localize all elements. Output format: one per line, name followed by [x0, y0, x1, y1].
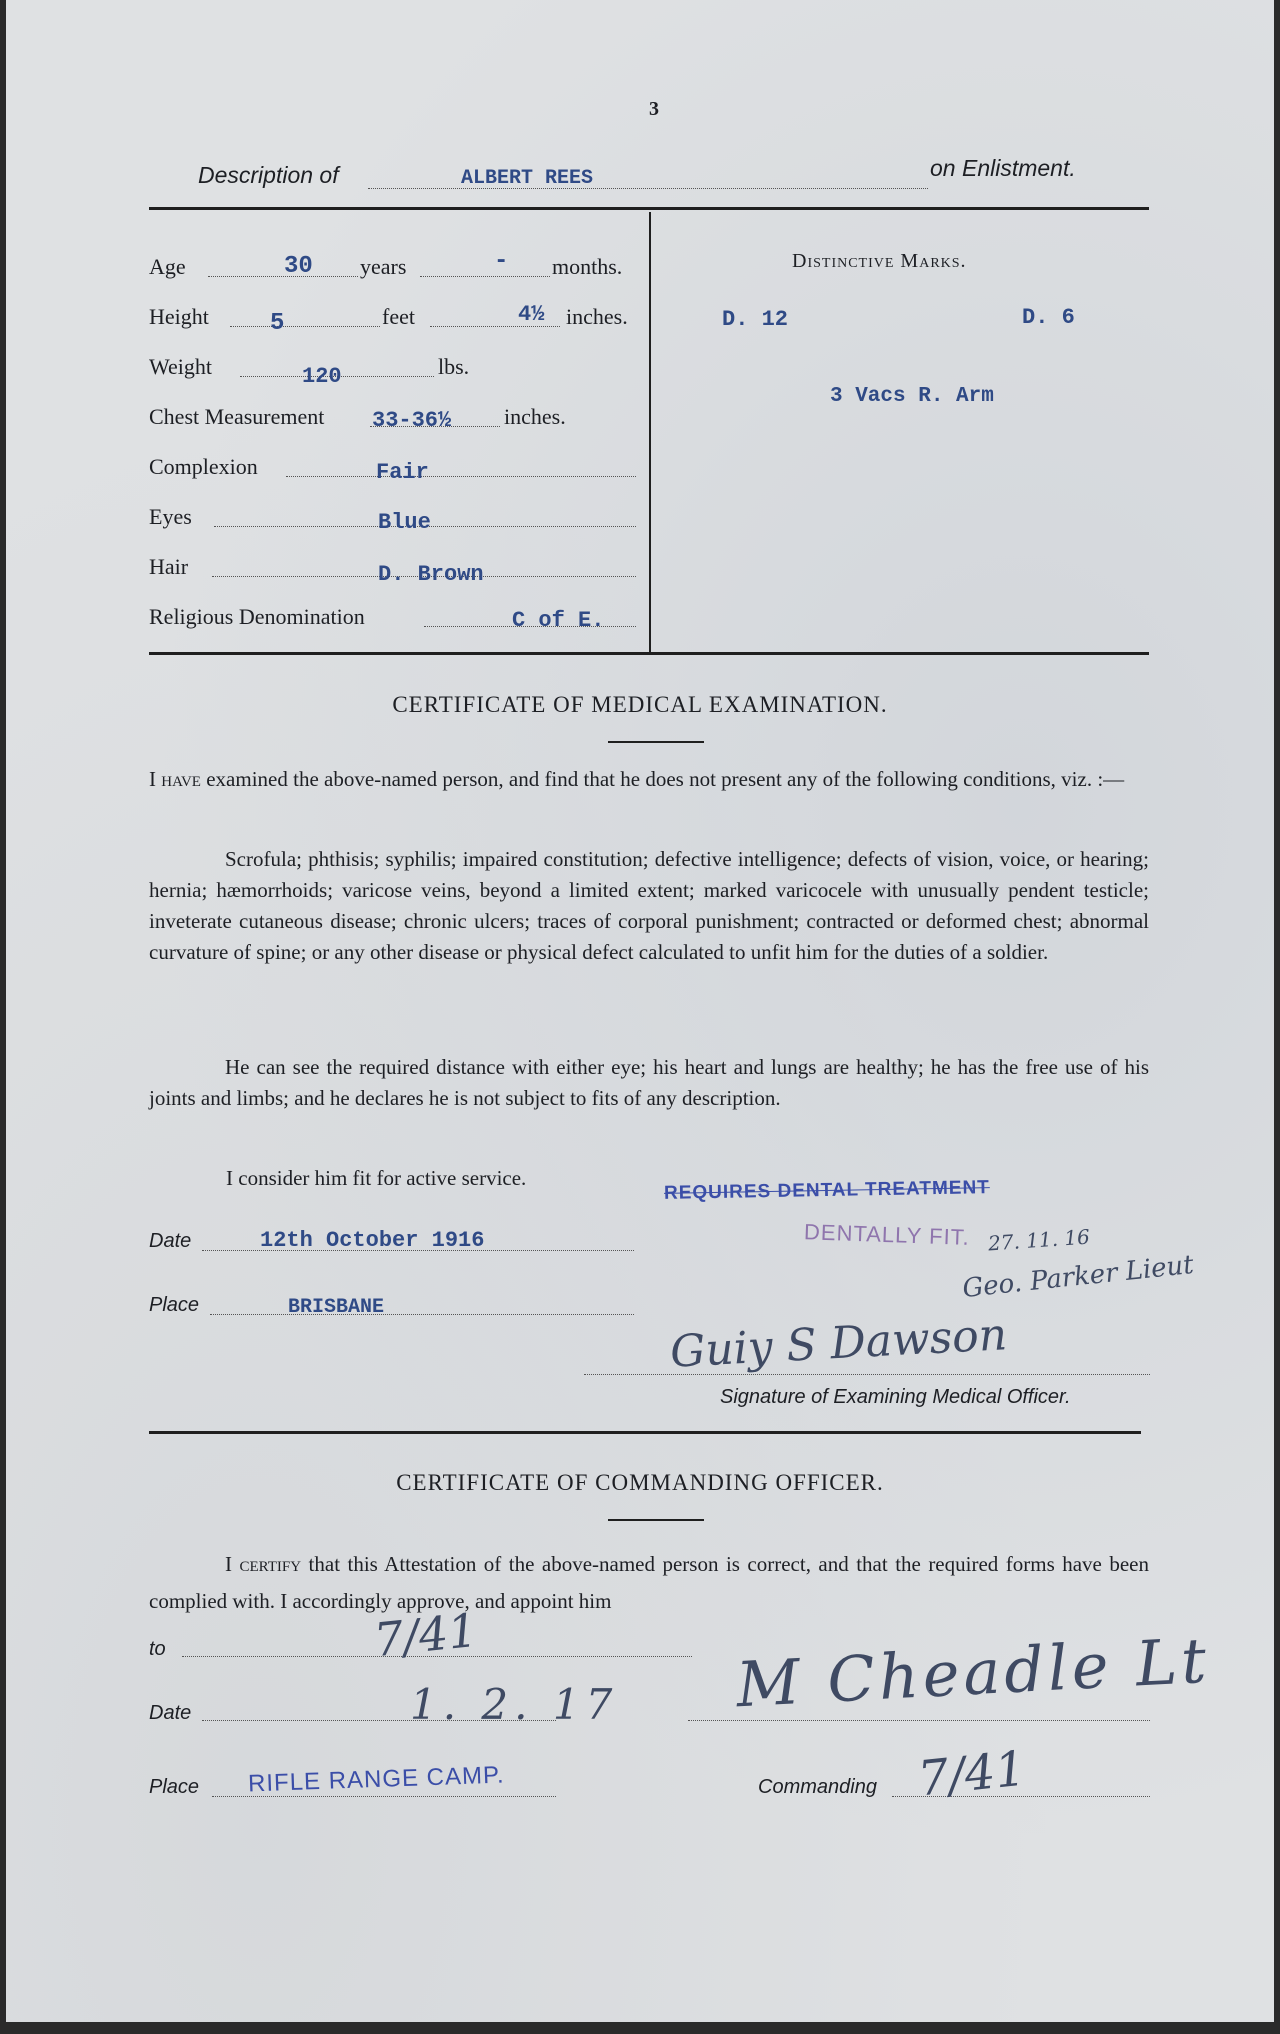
commanding-officer-signature: M Cheadle Lt: [734, 1623, 1212, 1722]
medical-signature-line: [584, 1374, 1150, 1375]
medical-signature-caption: Signature of Examining Medical Officer.: [720, 1386, 1071, 1408]
chest-label: Chest Measurement: [149, 404, 325, 429]
mark-d12: D. 12: [722, 307, 789, 332]
medical-intro-text: examined the above-named person, and find that he does not present any of the following conditions, viz. :—: [200, 767, 1125, 791]
dental-treatment-stamp: REQUIRES DENTAL TREATMENT: [663, 1177, 990, 1204]
fit-statement: I consider him fit for active service.: [226, 1166, 527, 1190]
years-label: years: [360, 254, 407, 279]
mark-d6: D. 6: [1022, 305, 1075, 330]
attestation-page: [6, 0, 1274, 2022]
top-rule: [149, 207, 1149, 210]
dentally-fit-stamp: DENTALLY FIT.: [803, 1219, 971, 1250]
section-divider: [149, 1431, 1141, 1434]
medical-place-line: [210, 1314, 634, 1315]
commanding-certify-text: that this Attestation of the above-named person is correct, and that the required forms have been complied with. I accordingly approve, and appoint him: [149, 1552, 1149, 1613]
medical-place-label: Place: [149, 1294, 200, 1316]
eyes-label: Eyes: [149, 504, 192, 529]
medical-heading-rule: [608, 741, 704, 743]
chest-unit: inches.: [504, 404, 566, 429]
commanding-unit-value: 7/41: [915, 1740, 1029, 1808]
religion-label: Religious Denomination: [149, 604, 365, 629]
dentally-fit-date: 27. 11. 16: [987, 1224, 1091, 1256]
feet-label: feet: [382, 304, 415, 329]
commanding-certify-caps: I certify: [225, 1552, 302, 1576]
age-years: 30: [284, 253, 313, 280]
medical-place-value: BRISBANE: [288, 1296, 385, 1319]
commanding-date-value: 1. 2. 17: [410, 1680, 619, 1729]
medical-officer-signature: Guiy S Dawson: [668, 1309, 1009, 1378]
commanding-date-label: Date: [149, 1702, 192, 1724]
medical-date-label: Date: [149, 1230, 192, 1252]
column-divider: [649, 212, 651, 652]
medical-intro: [149, 764, 1149, 795]
height-inches: 4½: [518, 302, 545, 327]
recruit-name: ALBERT REES: [461, 167, 594, 190]
religion-value: C of E.: [512, 608, 605, 633]
distinctive-marks-heading: Distinctive Marks.: [792, 250, 967, 272]
age-label: Age: [149, 254, 186, 279]
commanding-heading: CERTIFICATE OF COMMANDING OFFICER.: [396, 1470, 884, 1495]
mark-vaccinations: 3 Vacs R. Arm: [830, 385, 994, 408]
inches-label: inches.: [566, 304, 628, 329]
age-months: -: [494, 248, 509, 275]
height-label: Height: [149, 304, 209, 329]
commanding-heading-rule: [608, 1519, 704, 1521]
months-label: months.: [552, 254, 623, 279]
complexion-value: Fair: [376, 460, 429, 485]
appoint-to-label: to: [149, 1638, 166, 1660]
appoint-to-value: 7/41: [371, 1602, 480, 1668]
commanding-place-stamp: RIFLE RANGE CAMP.: [247, 1761, 506, 1798]
weight-value: 120: [302, 364, 342, 389]
medical-heading: CERTIFICATE OF MEDICAL EXAMINATION.: [392, 692, 888, 717]
complexion-label: Complexion: [149, 454, 258, 479]
commanding-certify: [149, 1546, 1149, 1620]
bottom-rule: [149, 652, 1149, 655]
lbs-label: lbs.: [438, 354, 470, 379]
dental-officer-signature: Geo. Parker Lieut: [961, 1249, 1196, 1305]
months-line: [420, 276, 550, 277]
commanding-place-label: Place: [149, 1776, 200, 1798]
chest-value: 33-36½: [372, 408, 452, 433]
medical-intro-caps: I have: [149, 767, 201, 791]
eyes-value: Blue: [378, 510, 431, 535]
commanding-signature-line: [688, 1720, 1150, 1721]
hair-value: D. Brown: [378, 562, 484, 587]
description-line: [368, 188, 928, 189]
age-line: [208, 276, 358, 277]
weight-label: Weight: [149, 354, 212, 379]
commanding-label: Commanding: [758, 1776, 877, 1798]
page-number: 3: [649, 98, 659, 120]
description-suffix: on Enlistment.: [930, 155, 1076, 181]
description-prefix: Description of: [198, 162, 339, 188]
height-feet: 5: [270, 310, 285, 337]
medical-date-value: 12th October 1916: [260, 1228, 485, 1253]
medical-conditions: Scrofula; phthisis; syphilis; impaired constitution; defective intelligence; defects of vision, voice, or hearing; hernia; hæmorrhoids; varicose veins, beyond a limited extent; marked varicocele with unusually pendent testicle; inveterate cutaneous disease; chronic ulcers; traces of corporal punishment; contracted or deformed chest; abnormal curvature of spine; or any other disease or physical defect calculated to unfit him for the duties of a soldier.: [149, 847, 1149, 964]
hair-label: Hair: [149, 554, 189, 579]
medical-sight-clause: He can see the required distance with either eye; his heart and lungs are healthy; he has the free use of his joints and limbs; and he declares he is not subject to fits of any description.: [149, 1055, 1149, 1110]
feet-line: [230, 326, 380, 327]
complexion-line: [286, 476, 636, 477]
